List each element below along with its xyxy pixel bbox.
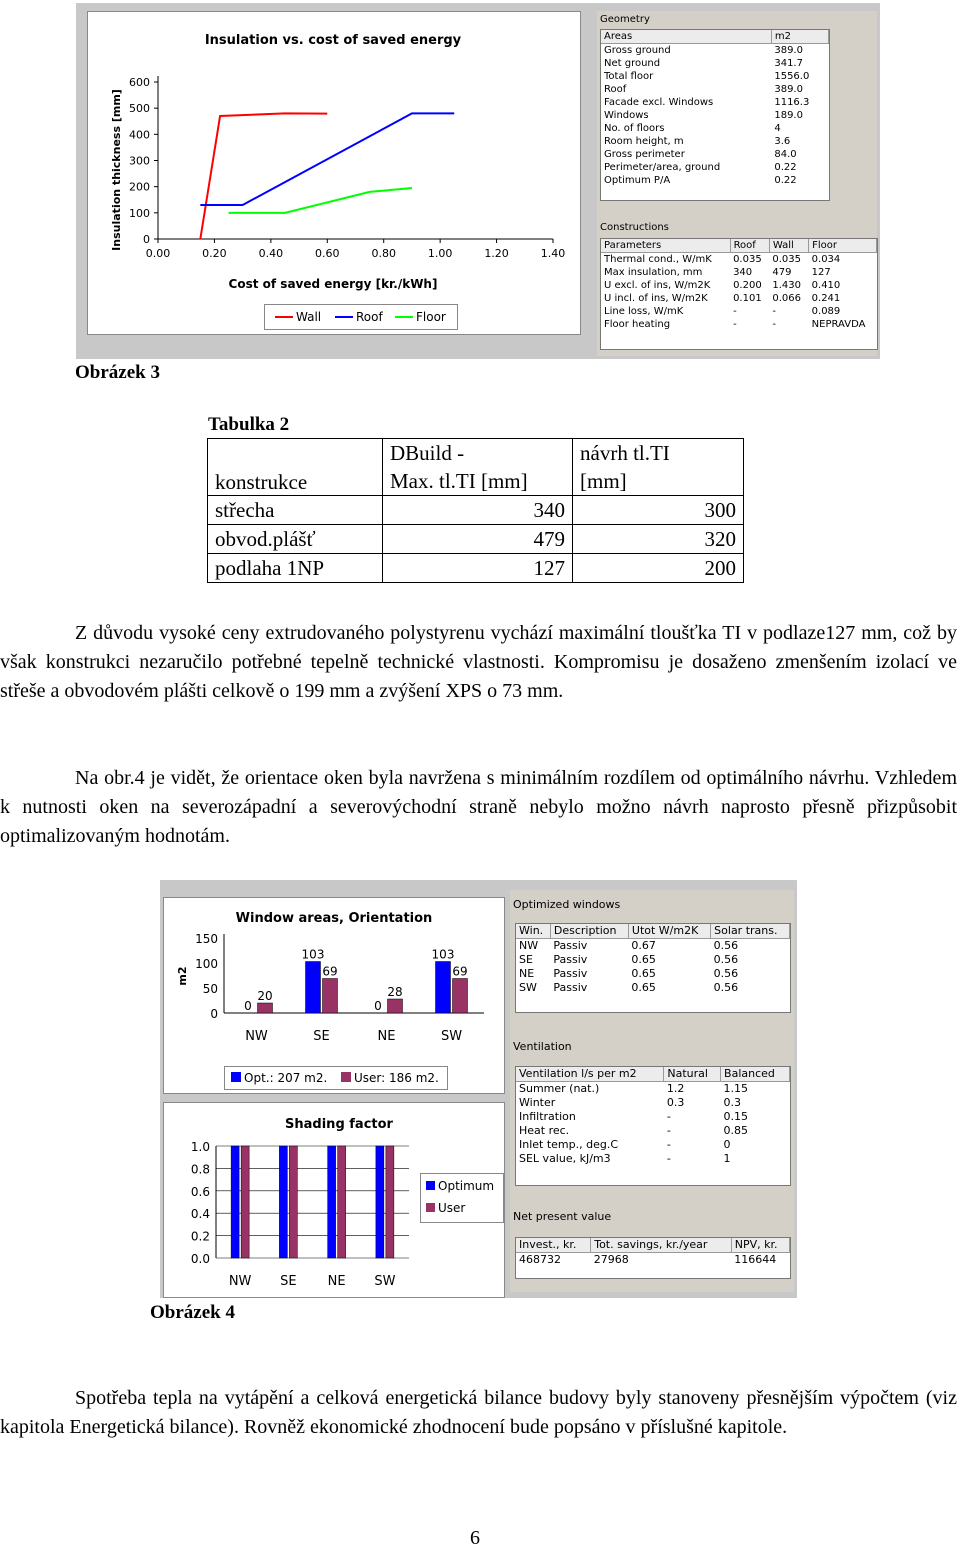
series-line-wall — [200, 113, 327, 239]
figure-3 — [76, 3, 880, 359]
ventilation-cell: - — [666, 1124, 671, 1137]
constructions-column-header[interactable]: Floor — [809, 239, 877, 253]
table-row — [208, 525, 744, 554]
shading-chart-legend — [420, 1173, 504, 1223]
constructions-cell: 0.101 — [733, 293, 762, 304]
geometry-cell: 3.6 — [774, 136, 791, 147]
bar-user-ne — [388, 999, 403, 1013]
x-tick-label: 0.80 — [371, 247, 396, 260]
geometry-cell: 0.22 — [774, 162, 797, 173]
table-2 — [207, 438, 744, 583]
header-navrh: návrh tl.TI [mm] — [573, 439, 744, 496]
constructions-row[interactable] — [601, 253, 877, 267]
y-tick-label: 0 — [210, 1007, 218, 1021]
row-label: podlaha 1NP — [208, 554, 383, 583]
optimized-windows-row[interactable] — [516, 967, 790, 981]
constructions-cell: 0.035 — [772, 254, 801, 265]
geometry-row[interactable] — [601, 70, 829, 83]
bar-user-se — [289, 1146, 297, 1258]
constructions-cell: 0.035 — [733, 254, 762, 265]
bar-label-opt: 103 — [431, 947, 455, 962]
y-tick-label: 50 — [202, 982, 218, 996]
ventilation-row[interactable] — [516, 1110, 790, 1124]
y-axis-label: Insulation thickness [mm] — [110, 89, 123, 251]
ventilation-cell: - — [666, 1152, 671, 1165]
ventilation-row[interactable] — [516, 1138, 790, 1152]
geometry-cell: Gross perimeter — [604, 149, 685, 160]
y-tick-label: 300 — [129, 154, 150, 168]
constructions-column-header[interactable]: Roof — [730, 239, 769, 253]
row-label: střecha — [208, 496, 383, 525]
constructions-cell: 0.410 — [811, 280, 841, 291]
optimized-windows-row[interactable] — [516, 953, 790, 967]
geometry-cell: Optimum P/A — [604, 175, 671, 186]
optimized-windows-cell: 0.65 — [631, 953, 656, 966]
optimized-windows-cell: NE — [519, 967, 535, 980]
constructions-cell: 0.089 — [811, 306, 841, 317]
ventilation-cell: Infiltration — [519, 1110, 576, 1123]
geometry-cell: 389.0 — [774, 45, 803, 56]
geometry-list[interactable] — [600, 29, 830, 201]
optimized-windows-cell: 0.65 — [631, 981, 656, 994]
insulation-chart — [88, 12, 580, 334]
geometry-cell: Perimeter/area, ground — [604, 162, 721, 173]
row-label: obvod.plášť — [208, 525, 383, 554]
bar-user-ne — [338, 1146, 346, 1258]
ventilation-cell: SEL value, kJ/m3 — [519, 1152, 611, 1165]
constructions-cell: - — [772, 319, 776, 330]
x-tick-label: SW — [440, 1029, 463, 1044]
geometry-cell: 1116.3 — [774, 97, 810, 108]
optimized-windows-cell: 0.67 — [631, 939, 656, 952]
bar-label-user: 28 — [387, 985, 403, 999]
geometry-cell: 389.0 — [774, 84, 803, 95]
ventilation-row[interactable] — [516, 1152, 790, 1166]
ventilation-list[interactable] — [515, 1066, 791, 1186]
y-tick-label: 100 — [195, 957, 218, 971]
bar-optimum-nw — [231, 1146, 239, 1258]
npv-column-header[interactable]: Invest., kr. — [516, 1238, 591, 1253]
ventilation-cell: Heat rec. — [519, 1124, 570, 1137]
geometry-cell: Facade excl. Windows — [604, 97, 714, 108]
ventilation-cell: 1 — [723, 1152, 731, 1165]
table-header-row — [208, 439, 744, 496]
ventilation-cell: 0.3 — [723, 1096, 742, 1109]
y-tick-label: 0.2 — [190, 1229, 210, 1244]
geometry-title: Geometry — [600, 14, 650, 25]
constructions-cell: 0.034 — [811, 254, 841, 265]
shading-chart-panel — [163, 1102, 505, 1298]
constructions-cell: Line loss, W/mK — [604, 306, 684, 317]
legend-label-user: User — [438, 1201, 466, 1215]
constructions-cell: 1.430 — [772, 280, 801, 291]
x-tick-label: SE — [280, 1274, 297, 1289]
y-tick-label: 200 — [129, 180, 150, 194]
ventilation-column-header[interactable]: Balanced — [721, 1067, 790, 1082]
legend-swatch-user — [426, 1203, 435, 1212]
geometry-row[interactable] — [601, 96, 829, 109]
table-row — [208, 496, 744, 525]
window-areas-chart-panel — [163, 897, 505, 1094]
geometry-cell: No. of floors — [604, 123, 665, 134]
constructions-cell: U excl. of ins, W/m2K — [604, 280, 711, 291]
y-tick-label: 0.0 — [190, 1252, 210, 1266]
table-2-title: Tabulka 2 — [208, 414, 290, 435]
y-tick-label: 500 — [129, 102, 150, 116]
geometry-cell: Windows — [604, 110, 649, 121]
bar-user-nw — [258, 1003, 273, 1013]
ventilation-cell: 0 — [723, 1138, 731, 1151]
constructions-cell: 0.241 — [811, 293, 841, 304]
bar-label-user: 69 — [452, 964, 468, 979]
chart-title: Insulation vs. cost of saved energy — [204, 33, 462, 48]
bar-opt-sw — [436, 962, 451, 1014]
figure-3-caption: Obrázek 3 — [75, 362, 160, 383]
geometry-cell: 1556.0 — [774, 71, 810, 82]
constructions-column-header[interactable]: Wall — [769, 239, 808, 253]
optimized-windows-cell: Passiv — [553, 939, 588, 952]
geometry-row[interactable] — [601, 83, 829, 96]
constructions-column-header[interactable]: Parameters — [601, 239, 730, 253]
geometry-cell: Total floor — [604, 71, 654, 82]
x-tick-label: 1.00 — [427, 247, 453, 260]
npv-title: Net present value — [513, 1210, 612, 1223]
y-tick-label: 400 — [129, 128, 150, 142]
ventilation-cell: Summer (nat.) — [519, 1082, 600, 1095]
constructions-row[interactable] — [601, 305, 877, 318]
page-number: 6 — [470, 1527, 480, 1549]
constructions-cell: U incl. of ins, W/m2K — [604, 293, 708, 304]
geometry-row[interactable] — [601, 122, 829, 135]
optimized-windows-title: Optimized windows — [513, 898, 621, 911]
constructions-cell: 340 — [733, 267, 753, 278]
x-tick-label: 0.20 — [202, 247, 227, 260]
optimized-windows-list[interactable] — [515, 923, 791, 1013]
optimized-windows-cell: Passiv — [553, 967, 588, 980]
optimized-windows-cell: SW — [519, 981, 537, 994]
npv-column-header[interactable]: NPV, kr. — [731, 1238, 789, 1253]
shading-chart-title: Shading factor — [285, 1117, 393, 1132]
window-chart-legend — [224, 1066, 448, 1090]
bar-user-sw — [386, 1146, 394, 1258]
row-value: 340 — [383, 496, 573, 525]
bar-user-sw — [453, 979, 468, 1014]
series-line-roof — [200, 113, 454, 205]
y-tick-label: 0.8 — [190, 1162, 210, 1177]
constructions-row[interactable] — [601, 318, 877, 331]
constructions-cell: - — [772, 306, 776, 317]
bar-label-user: 20 — [257, 989, 273, 1003]
bar-user-se — [323, 979, 338, 1014]
row-value: 300 — [573, 496, 744, 525]
bar-label-opt: 103 — [301, 947, 325, 962]
optimized-windows-cell: SE — [519, 953, 533, 966]
x-tick-label: SE — [313, 1029, 330, 1044]
chart-legend — [264, 304, 458, 330]
geometry-cell: 84.0 — [774, 149, 797, 160]
constructions-list[interactable] — [600, 238, 878, 350]
bar-label-user: 69 — [322, 964, 338, 979]
npv-cell: 27968 — [593, 1253, 629, 1266]
ventilation-cell: 1.2 — [666, 1082, 685, 1095]
legend-swatch-user — [341, 1072, 351, 1082]
npv-row[interactable] — [516, 1253, 790, 1268]
row-value: 200 — [573, 554, 744, 583]
legend-label-optimum: Optimum — [438, 1179, 495, 1193]
geometry-cell: Gross ground — [604, 45, 671, 56]
geometry-row[interactable] — [601, 161, 829, 174]
paragraph-1: Z důvodu vysoké ceny extrudovaného polystyrenu vychází maximální tloušťka TI v podlaze127 mm, což by však konstrukci nezaručilo potřebné tepelně technické vlastnosti. Kompromisu je dosaženo zmenšením izolací ve střeše a obvodovém plášti celkově o 199 mm a zvýšení XPS o 73 mm. — [0, 622, 957, 702]
bar-label-opt: 0 — [374, 999, 382, 1013]
ventilation-cell: 1.15 — [723, 1082, 749, 1095]
geometry-row[interactable] — [601, 44, 829, 58]
x-tick-label: 1.20 — [484, 247, 509, 260]
x-tick-label: SW — [374, 1274, 396, 1289]
bar-label-opt: 0 — [244, 999, 252, 1013]
constructions-cell: 127 — [811, 267, 831, 278]
geometry-column-header[interactable]: Areas — [601, 30, 771, 44]
x-tick-label: NW — [245, 1029, 268, 1044]
optimized-windows-row[interactable] — [516, 939, 790, 954]
legend-label-user: User: 186 m2. — [354, 1071, 439, 1085]
ventilation-cell: 0.85 — [723, 1124, 749, 1137]
legend-label-opt: Opt.: 207 m2. — [244, 1071, 328, 1085]
figure-4 — [160, 880, 797, 1298]
paragraph-2: Na obr.4 je vidět, že orientace oken byla navržena s minimálním rozdílem od optimálního návrhu. Vzhledem k nutnosti oken na severozápadní a severovýchodní straně nebylo možno návrh naprosto přesně přizpůsobit optimalizovaným hodnotám. — [0, 767, 957, 847]
ventilation-title: Ventilation — [513, 1040, 572, 1053]
constructions-cell: 0.066 — [772, 293, 801, 304]
optimized-windows-cell: 0.56 — [713, 953, 739, 966]
geometry-cell: Net ground — [604, 58, 661, 69]
row-value: 479 — [383, 525, 573, 554]
ventilation-cell: 0.3 — [666, 1096, 685, 1109]
window-chart-title: Window areas, Orientation — [235, 911, 433, 926]
bar-optimum-sw — [376, 1146, 384, 1258]
y-tick-label: 1.0 — [190, 1140, 210, 1154]
geometry-row[interactable] — [601, 57, 829, 70]
row-value: 320 — [573, 525, 744, 554]
x-tick-label: NE — [377, 1029, 396, 1044]
npv-cell: 116644 — [734, 1253, 777, 1266]
x-tick-label: 0.60 — [315, 247, 340, 260]
y-tick-label: 150 — [195, 932, 218, 946]
geometry-row[interactable] — [601, 174, 829, 187]
constructions-cell: - — [733, 306, 737, 317]
x-tick-label: 0.40 — [258, 247, 284, 260]
ventilation-cell: - — [666, 1138, 671, 1151]
optimized-windows-column-header[interactable]: Win. — [516, 924, 550, 939]
legend-swatch-opt — [231, 1072, 241, 1082]
optimized-windows-cell: NW — [519, 939, 539, 952]
x-tick-label: NW — [228, 1274, 252, 1289]
geometry-row[interactable] — [601, 148, 829, 161]
bar-optimum-se — [279, 1146, 287, 1258]
y-tick-label: 600 — [129, 76, 150, 89]
optimized-windows-cell: 0.56 — [713, 967, 739, 980]
x-axis-label: Cost of saved energy [kr./kWh] — [228, 277, 438, 291]
geometry-row[interactable] — [601, 135, 829, 148]
optimized-windows-column-header[interactable]: Utot W/m2K — [628, 924, 710, 939]
y-tick-label: 0 — [143, 233, 150, 246]
y-tick-label: 0.6 — [190, 1184, 210, 1199]
ventilation-column-header[interactable]: Ventilation l/s per m2 — [516, 1067, 664, 1082]
npv-header-row — [516, 1238, 790, 1253]
geometry-row[interactable] — [601, 109, 829, 122]
constructions-row[interactable] — [601, 292, 877, 305]
constructions-cell: Thermal cond., W/mK — [604, 254, 712, 265]
npv-list[interactable] — [515, 1237, 791, 1279]
header-konstrukce: konstrukce — [208, 439, 383, 496]
x-tick-label: 1.40 — [540, 247, 566, 260]
constructions-header-row — [601, 239, 877, 253]
geometry-cell: Roof — [604, 84, 627, 95]
ventilation-cell: 0.15 — [723, 1110, 749, 1123]
ventilation-cell: Winter — [519, 1096, 556, 1109]
ventilation-row[interactable] — [516, 1124, 790, 1138]
figure-4-right-panel — [510, 890, 794, 1292]
geometry-cell: 0.22 — [774, 175, 797, 186]
npv-cell: 468732 — [519, 1253, 561, 1266]
figure-4-caption: Obrázek 4 — [150, 1302, 235, 1323]
constructions-row[interactable] — [601, 279, 877, 292]
constructions-title: Constructions — [600, 222, 669, 233]
optimized-windows-cell: Passiv — [553, 953, 588, 966]
constructions-cell: Floor heating — [604, 319, 671, 330]
npv-column-header[interactable]: Tot. savings, kr./year — [591, 1238, 732, 1253]
ventilation-column-header[interactable]: Natural — [664, 1067, 721, 1082]
ventilation-row[interactable] — [516, 1096, 790, 1110]
geometry-cell: Room height, m — [604, 136, 684, 147]
geometry-header-row — [601, 30, 829, 44]
optimized-windows-header-row — [516, 924, 790, 939]
geometry-cell: 341.7 — [774, 58, 803, 69]
legend-label-floor: Floor — [416, 310, 446, 324]
y-tick-label: 0.4 — [190, 1207, 210, 1222]
insulation-chart-panel — [87, 11, 581, 335]
ventilation-header-row — [516, 1067, 790, 1082]
optimized-windows-cell: 0.65 — [631, 967, 656, 980]
constructions-cell: 479 — [772, 267, 792, 278]
geometry-group — [597, 11, 877, 356]
paragraph-3: Spotřeba tepla na vytápění a celková energetická bilance budovy byly stanoveny přesnějším výpočtem (viz kapitola Energetická bilance). Rovněž ekonomické zhodnocení bude popsáno v příslušné kapitole. — [0, 1387, 957, 1438]
constructions-cell: - — [733, 319, 737, 330]
optimized-windows-cell: Passiv — [553, 981, 588, 994]
legend-swatch-optimum — [426, 1181, 435, 1190]
constructions-row[interactable] — [601, 266, 877, 279]
optimized-windows-column-header[interactable]: Description — [550, 924, 628, 939]
window-areas-chart — [164, 898, 504, 1093]
optimized-windows-row[interactable] — [516, 981, 790, 995]
series-line-floor — [229, 188, 412, 213]
constructions-cell: NEPRAVDA — [811, 319, 866, 330]
ventilation-cell: - — [666, 1110, 671, 1123]
row-value: 127 — [383, 554, 573, 583]
header-dbuild: DBuild - Max. tl.TI [mm] — [383, 439, 573, 496]
constructions-cell: Max insulation, mm — [604, 267, 703, 278]
optimized-windows-cell: 0.56 — [713, 981, 739, 994]
legend-label-wall: Wall — [296, 310, 322, 324]
geometry-column-header[interactable]: m2 — [771, 30, 828, 44]
x-tick-label: NE — [327, 1274, 346, 1289]
legend-label-roof: Roof — [356, 310, 383, 324]
geometry-cell: 4 — [774, 123, 781, 134]
y-tick-label: 100 — [129, 206, 150, 220]
ventilation-row[interactable] — [516, 1082, 790, 1097]
table-row — [208, 554, 744, 583]
bar-user-nw — [241, 1146, 249, 1258]
window-chart-ylabel: m2 — [176, 966, 189, 986]
x-tick-label: 0.00 — [145, 247, 171, 260]
geometry-cell: 189.0 — [774, 110, 803, 121]
bar-opt-se — [306, 962, 321, 1014]
bar-optimum-ne — [328, 1146, 336, 1258]
ventilation-cell: Inlet temp., deg.C — [519, 1138, 619, 1151]
optimized-windows-column-header[interactable]: Solar trans. — [711, 924, 790, 939]
constructions-cell: 0.200 — [733, 280, 762, 291]
optimized-windows-cell: 0.56 — [713, 939, 739, 952]
